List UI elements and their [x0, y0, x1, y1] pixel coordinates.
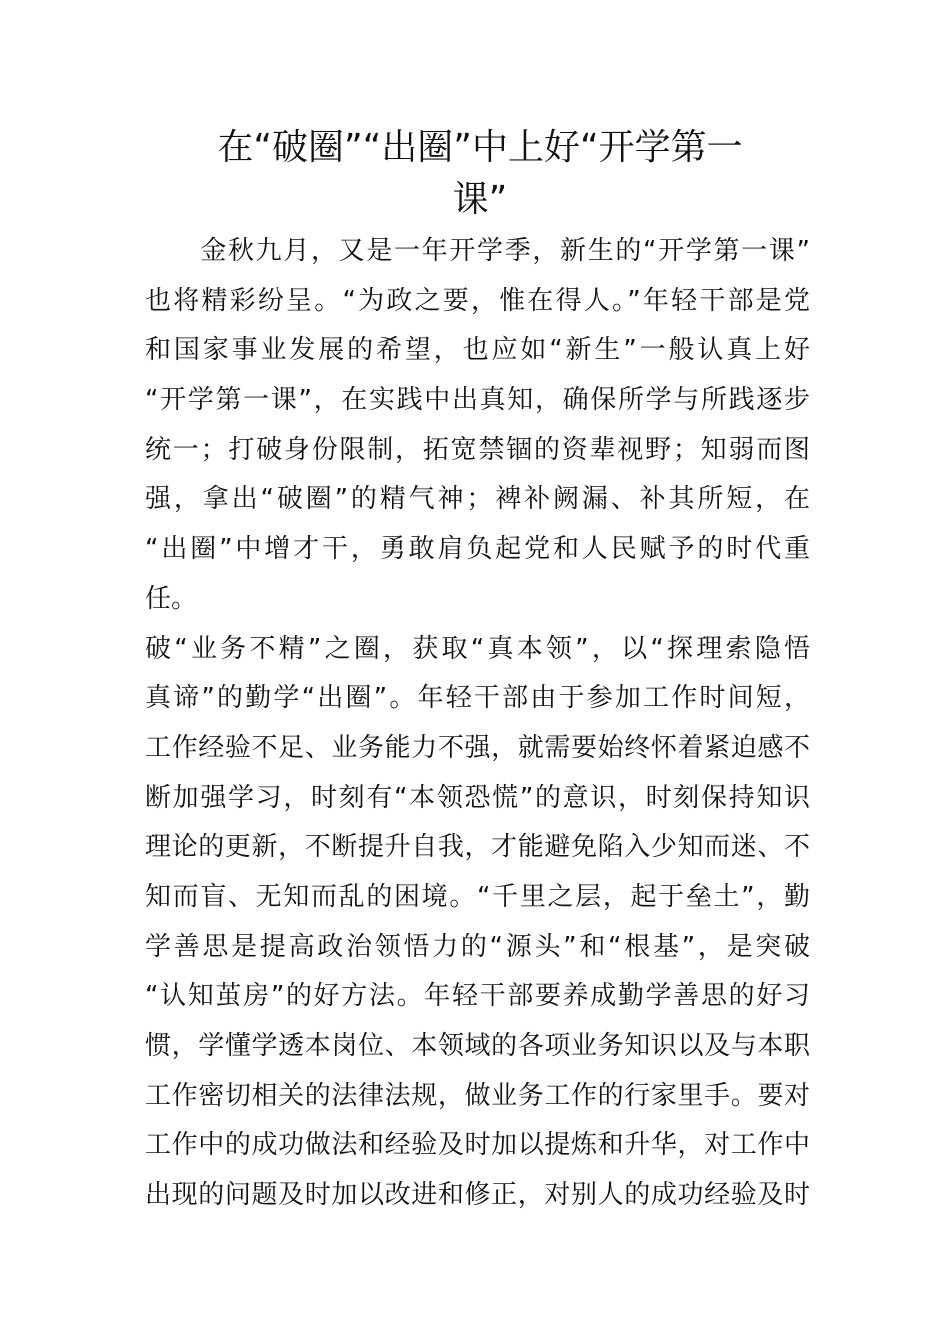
- paragraph-2-line: 知而盲、无知而乱的困境。“千里之层，起于垒土”，勤: [145, 881, 810, 912]
- paragraph-2-line: 工作中的成功做法和经验及时加以提炼和升华，对工作中: [145, 1130, 810, 1161]
- paragraph-1: [145, 227, 810, 625]
- paragraph-1-line: “出圈”中增才干，勇敢肩负起党和人民赋予的时代重: [145, 534, 810, 565]
- paragraph-2-line: 破“业务不精”之圈，获取“真本领”，以“探理索隐悟: [145, 633, 810, 664]
- paragraph-2-line: 出现的问题及时加以改进和修正，对别人的成功经验及时: [145, 1180, 810, 1211]
- paragraph-2-line: 真谛”的勤学“出圈”。年轻干部由于参加工作时间短，: [145, 683, 810, 714]
- paragraph-2: [145, 625, 810, 1221]
- paragraph-2-line: 理论的更新，不断提升自我，才能避免陷入少知而迷、不: [145, 832, 810, 863]
- paragraph-1-line: “开学第一课”，在实践中出真知，确保所学与所践逐步: [145, 385, 810, 416]
- paragraph-2-line: “认知茧房”的好方法。年轻干部要养成勤学善思的好习: [145, 981, 810, 1012]
- paragraph-2-line: 工作密切相关的法律法规，做业务工作的行家里手。要对: [145, 1080, 810, 1111]
- paragraph-1-line: 强，拿出“破圈”的精气神；裨补阙漏、补其所短，在: [145, 484, 810, 515]
- paragraph-2-line: 学善思是提高政治领悟力的“源头”和“根基”，是突破: [145, 931, 810, 962]
- paragraph-1-line: 和国家事业发展的希望，也应如“新生”一般认真上好: [145, 335, 810, 366]
- paragraph-1-line: 任。: [145, 583, 198, 614]
- paragraph-2-line: 惯，学懂学透本岗位、本领域的各项业务知识以及与本职: [145, 1031, 810, 1061]
- title-line-1: 在“破圈”“出圈”中上好“开学第一: [217, 127, 743, 168]
- paragraph-2-line: 工作经验不足、业务能力不强，就需要始终怀着紧迫感不: [145, 732, 810, 763]
- title-line-2: 课”: [452, 179, 508, 220]
- paragraph-1-line: 金秋九月，又是一年开学季，新生的“开学第一课”: [145, 236, 810, 266]
- paragraph-2-line: 断加强学习，时刻有“本领恐慌”的意识，时刻保持知识: [145, 782, 810, 813]
- paragraph-1-line: 也将精彩纷呈。“为政之要，惟在得人。”年轻干部是党: [145, 285, 810, 316]
- document-body: [145, 227, 810, 1221]
- paragraph-1-line: 统一；打破身份限制，拓宽禁锢的资辈视野；知弱而图: [145, 434, 810, 465]
- document-title: [150, 122, 810, 226]
